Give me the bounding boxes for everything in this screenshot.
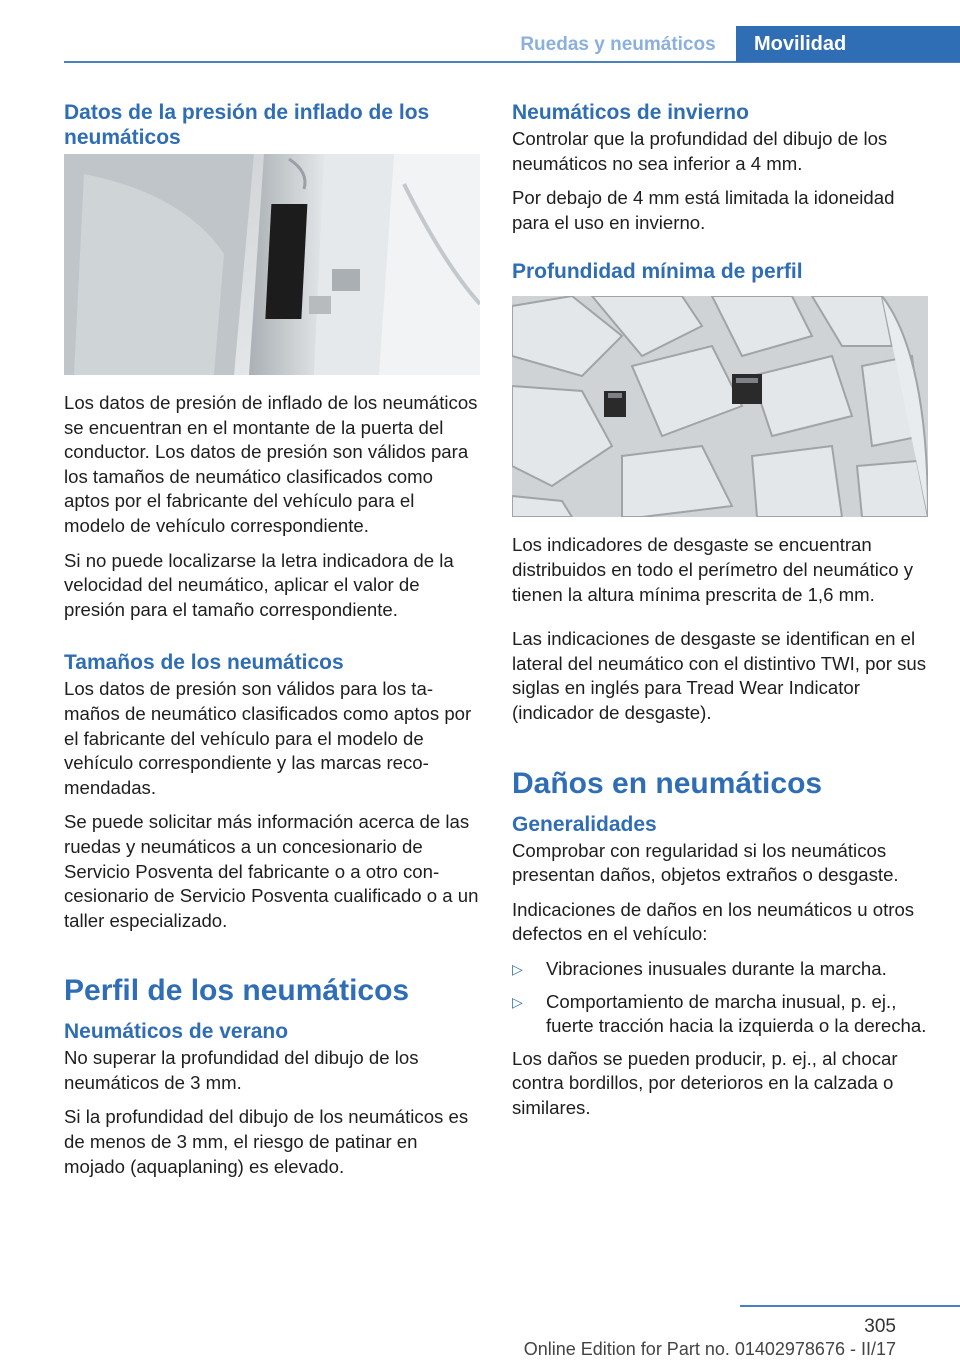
edition-note: Online Edition for Part no. 01402978676 - II/17 xyxy=(523,1339,896,1359)
list-item-text: Vibraciones inusuales durante la marcha. xyxy=(546,957,887,979)
paragraph-winter-1: Controlar que la profundidad del dibujo de los neumáticos no sea inferior a 4 mm. xyxy=(512,128,888,174)
triangle-bullet-icon: ▷ xyxy=(512,993,523,1010)
paragraph-general-3: Los daños se pueden producir, p. ej., al chocar contra bordillos, por deterioros en la calzada o similares. xyxy=(512,1047,898,1118)
paragraph-min-2: Las indicaciones de desgaste se identifican en el lateral del neumático con el distintivo TWI, por sus siglas en inglés para Tread Wear Indicator (indicador de desgaste). xyxy=(512,628,927,723)
paragraph-pressure-2: Si no puede localizarse la letra indicadora de la velocidad del neumático, aplicar el valor de presión para el tamaño correspondiente. xyxy=(64,549,454,620)
paragraph-min-1: Los indicadores de desgaste se encuentran distribuidos en todo el perímetro del neumático y tienen la altura mínima prescrita de 1,6 mm. xyxy=(512,534,914,605)
paragraph-sizes-2: Se puede solicitar más información acerca de las ruedas y neumáticos a un concesionario de Servicio Posventa del fabricante o a otro concesionario de Servicio Posventa cualificado o a un taller especializado. xyxy=(64,811,479,931)
tread-wear-figure xyxy=(512,296,928,517)
paragraph-winter-2: Por debajo de 4 mm está limitada la idoneidad para el uso en invierno. xyxy=(512,187,895,233)
triangle-bullet-icon: ▷ xyxy=(512,960,523,977)
right-column xyxy=(512,100,928,1130)
paragraph-summer-2: Si la profundidad del dibujo de los neumáticos es de menos de 3 mm, el riesgo de patinar en mojado (aquaplaning) es elevado. xyxy=(64,1106,469,1177)
paragraph-pressure-1: Los datos de presión de inflado de los neumáticos se encuentran en el montante de la puerta del conductor. Los datos de presión son válidos para los tamaños de neumático clasificados como aptos por el fabricante del vehículo para el modelo de vehículo correspondiente. xyxy=(64,392,478,536)
tread-wear-illustration xyxy=(512,296,928,517)
page-number: 305 xyxy=(864,1316,896,1337)
list-item xyxy=(512,957,928,982)
paragraph-summer-1: No superar la profundidad del dibujo de los neumáticos de 3 mm. xyxy=(64,1047,419,1093)
heading-winter: Neumáticos de invierno xyxy=(512,101,749,124)
door-pillar-figure xyxy=(64,154,480,375)
footer-rule xyxy=(740,1305,960,1307)
heading-damage: Daños en neumáticos xyxy=(512,766,823,800)
header-section[interactable]: Ruedas y neumáticos xyxy=(520,34,716,55)
list-item xyxy=(512,990,928,1039)
heading-profile: Perfil de los neumáticos xyxy=(64,974,410,1008)
heading-min-depth: Profundidad mínima de perfil xyxy=(512,260,803,284)
list-item-text: Comportamiento de marcha inusual, p. ej., fuerte tracción hacia la izquierda o la derecha. xyxy=(546,990,927,1037)
damage-indications-list xyxy=(512,957,928,1039)
heading-general: Generalidades xyxy=(512,812,657,836)
heading-summer: Neumáticos de verano xyxy=(64,1020,289,1044)
header-chapter-tab[interactable]: Movilidad xyxy=(736,26,960,62)
paragraph-general-2: Indicaciones de daños en los neumáticos u otros defectos en el vehículo: xyxy=(512,898,915,945)
heading-sizes: Tamaños de los neumáticos xyxy=(64,651,344,675)
paragraph-sizes-1: Los datos de presión son válidos para los tamaños de neumático clasificados como aptos por el fabricante del vehículo para el modelo de vehículo correspondiente y las marcas recomendadas. xyxy=(64,678,472,798)
door-pillar-illustration xyxy=(64,154,480,375)
paragraph-general-1: Comprobar con regularidad si los neumáticos presentan daños, objetos extraños o desgaste. xyxy=(512,839,899,886)
heading-pressure: Datos de la presión de inflado de los neumáticos xyxy=(64,101,430,149)
left-column xyxy=(64,100,480,1189)
